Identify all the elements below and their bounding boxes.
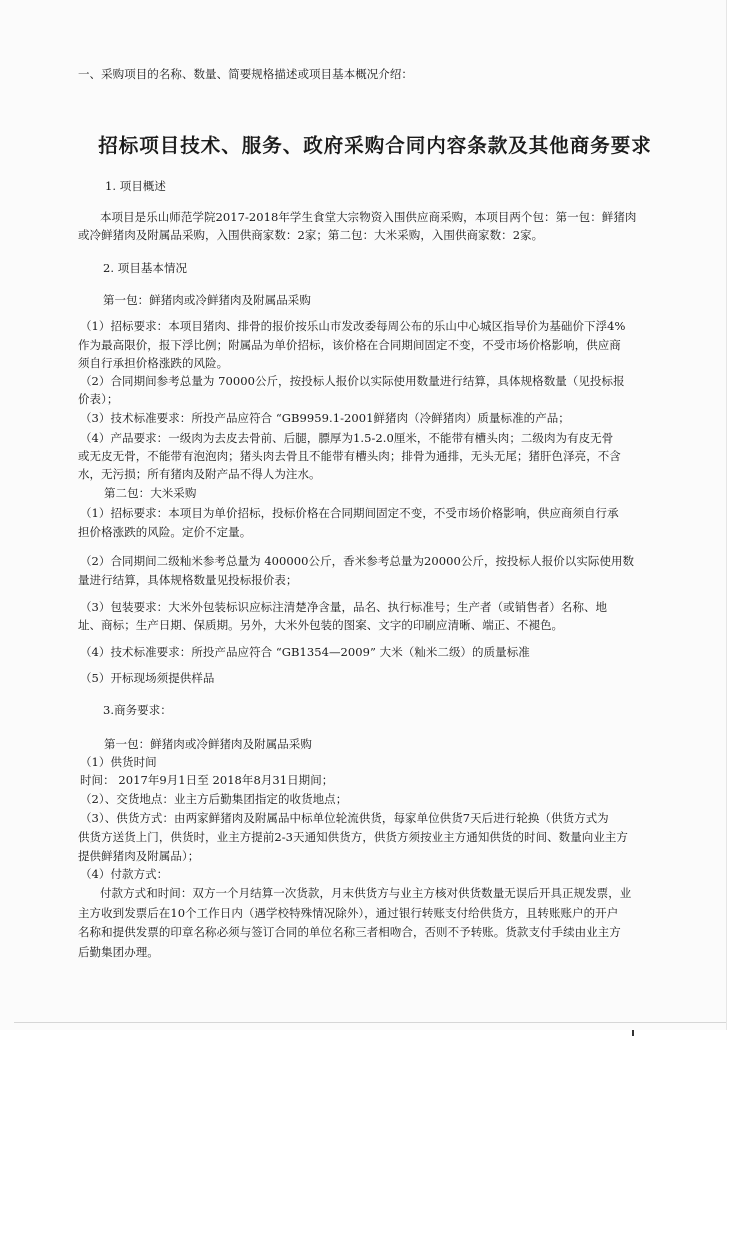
paragraph-line: 须自行承担价格涨跌的风险。 <box>78 356 229 370</box>
paragraph-line: （1）招标要求：本项目猪肉、排骨的报价按乐山市发改委每周公布的乐山中心城区指导价为基础价下浮4% <box>80 319 626 333</box>
paragraph-line: 供货方送货上门，供货时，业主方提前2-3天通知供货方，供货方须按业主方通知供货的时间、数量向业主方 <box>78 830 628 844</box>
document-title: 招标项目技术、服务、政府采购合同内容条款及其他商务要求 <box>98 134 652 157</box>
paragraph-line: 价表）； <box>78 392 119 406</box>
scan-mark <box>632 1030 634 1036</box>
page-edge-line <box>14 1022 726 1023</box>
paragraph-line: （3）技术标准要求：所投产品应符合 “GB9959.1-2001鲜猪肉（冷鲜猪肉）质量标准的产品； <box>80 411 570 425</box>
paragraph-line: 量进行结算，具体规格数量见投标报价表； <box>78 573 298 587</box>
paragraph-line: 担价格涨跌的风险。定价不定量。 <box>78 525 252 539</box>
commercial-package-1-heading: 第一包：鲜猪肉或冷鲜猪肉及附属品采购 <box>104 737 312 751</box>
paragraph-line: 主方收到发票后在10个工作日内（遇学校特殊情况除外），通过银行转账支付给供货方，且转账账户的开户 <box>78 906 619 920</box>
paragraph-line: （3）包装要求：大米外包装标识应标注清楚净含量，品名、执行标准号；生产者（或销售者）名称、地 <box>80 600 608 614</box>
paragraph-line: 提供鲜猪肉及附属品）； <box>78 849 200 863</box>
paragraph-line: （5）开标现场须提供样品 <box>80 671 215 685</box>
paragraph-line: 水，无污损；所有猪肉及附产品不得人为注水。 <box>78 467 321 481</box>
subsection-heading-overview: 1. 项目概述 <box>105 179 166 193</box>
paragraph-line: 付款方式和时间：双方一个月结算一次货款，月末供货方与业主方核对供货数量无误后开具正规发票，业 <box>100 886 632 900</box>
paragraph-line: 址、商标；生产日期、保质期。另外，大米外包装的图案、文字的印刷应清晰、端正、不褪色。 <box>78 618 564 632</box>
paragraph-line: 名称和提供发票的印章名称必须与签订合同的单位名称三者相吻合，否则不予转账。货款支付手续由业主方 <box>78 925 621 939</box>
paragraph-line: 或无皮无骨，不能带有泡泡肉；猪头肉去骨且不能带有槽头肉；排骨为通排，无头无尾；猪肝色泽亮，不含 <box>78 449 621 463</box>
paragraph-line: 时间： 2017年9月1日至 2018年8月31日期间； <box>80 773 334 787</box>
paragraph-line: （4）付款方式： <box>80 867 169 881</box>
package-2-heading: 第二包：大米采购 <box>104 486 197 500</box>
paragraph-line: （1）招标要求：本项目为单价招标，投标价格在合同期间固定不变，不受市场价格影响，供应商须自行承 <box>80 506 619 520</box>
section-heading-1: 一、采购项目的名称、数量、简要规格描述或项目基本概况介绍： <box>78 67 413 81</box>
package-1-heading: 第一包：鲜猪肉或冷鲜猪肉及附属品采购 <box>103 293 311 307</box>
paragraph-line: （2）合同期间参考总量为 70000公斤，按投标人报价以实际使用数量进行结算，具体规格数量（见投标报 <box>80 374 625 388</box>
paragraph-line: 作为最高限价，报下浮比例；附属品为单价招标，该价格在合同期间固定不变，不受市场价格影响，供应商 <box>78 338 621 352</box>
paragraph-line: （2）合同期间二级籼米参考总量为 400000公斤，香米参考总量为20000公斤，按投标人报价以实际使用数 <box>80 554 635 568</box>
overview-text-line: 或冷鲜猪肉及附属品采购，入围供商家数：2家；第二包：大米采购，入围供商家数：2家。 <box>78 228 544 242</box>
overview-text-line: 本项目是乐山师范学院2017-2018年学生食堂大宗物资入围供应商采购，本项目两个包：第一包：鲜猪肉 <box>100 210 637 224</box>
paragraph-line: 后勤集团办理。 <box>78 945 159 959</box>
paragraph-line: （4）产品要求：一级肉为去皮去骨前、后腿，膘厚为1.5-2.0厘米，不能带有槽头肉；二级肉为有皮无骨 <box>80 431 614 445</box>
paragraph-line: （4）技术标准要求：所投产品应符合 “GB1354—2009” 大米（籼米二级）的质量标准 <box>80 645 530 659</box>
subsection-heading-basic: 2. 项目基本情况 <box>103 261 188 275</box>
paragraph-line: （3）、供货方式：由两家鲜猪肉及附属品中标单位轮流供货，每家单位供货7天后进行轮换（供货方式为 <box>80 811 609 825</box>
paragraph-line: （2）、交货地点：业主方后勤集团指定的收货地点； <box>80 792 348 806</box>
subsection-heading-commercial: 3.商务要求： <box>103 703 172 717</box>
paragraph-line: （1）供货时间 <box>80 755 157 769</box>
